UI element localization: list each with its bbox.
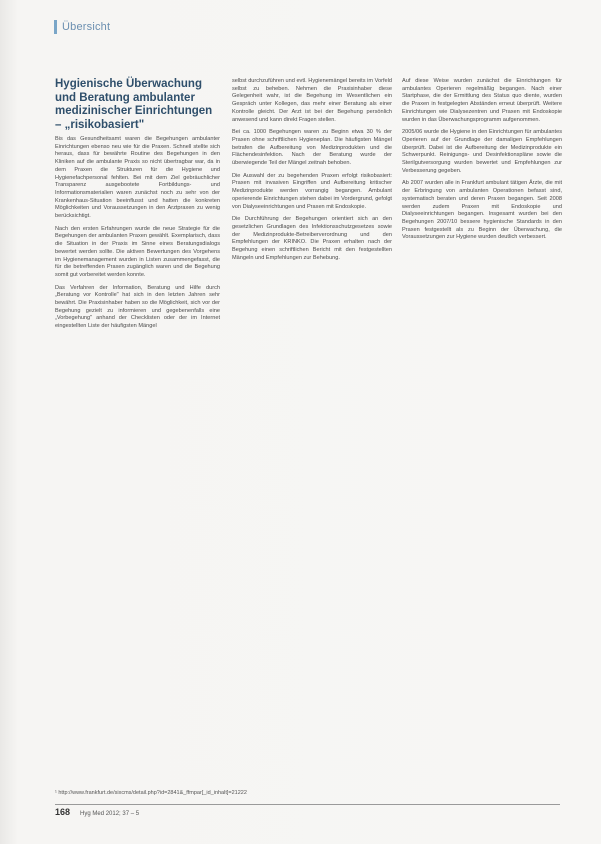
footer-divider [55,804,560,805]
page-number: 168 [55,807,71,817]
text-column-3 [402,78,562,247]
body-paragraph: Auf diese Weise wurden zunächst die Einrichtungen für ambulantes Operieren regelmäßig begangen. Nach einer Startphase, die der Ermittlung des Status quo diente, wurden die Praxen in festgelegten Abständen erneut überprüft. Weitere Einrichtungen wie Dialysezentren und Praxen mit Endoskopie wurden in das Überwachungsprogramm aufgenommen. [402,78,562,123]
section-header [54,20,110,34]
page-footer [55,807,139,817]
journal-citation: Hyg Med 2012; 37 – 5 [80,811,140,817]
body-paragraph: Die Auswahl der zu begehenden Praxen erfolgt risikobasiert: Praxen mit invasiven Eingriffen und Aufbereitung kritischer Medizinprodukte werden vorrangig begangen. Ambulant operierende Einrichtungen stehen dabei im Vordergrund, gefolgt von Dialyseeinrichtungen und Praxen mit Endoskopie. [232,172,392,210]
text-column-1 [55,78,220,336]
section-label: Übersicht [62,21,111,33]
body-paragraph: Ab 2007 wurden alle in Frankfurt ambulant tätigen Ärzte, die mit der Erbringung von ambulanten Operationen befasst sind, systematisch beraten und deren Praxen begangen. Seit 2008 werden zudem Praxen mit Endoskopie und Dialyseeinrichtungen begangen. Insgesamt wurden bei den Begehungen 2007/10 bessere hygienische Standards in den Praxen festgestellt als zu Beginn der Überwachung, die Voraussetzungen zur Hygiene wurden deutlich verbessert. [402,180,562,241]
body-paragraph: 2005/06 wurde die Hygiene in den Einrichtungen für ambulantes Operieren auf der Grundlage der damaligen Empfehlungen überprüft. Dabei ist die Aufbereitung der Medizinprodukte ein Schwerpunkt. Reinigungs- und Desinfektionspläne sowie die Sterilgutversorgung wurden bewertet und Empfehlungen zur Verbesserung gegeben. [402,129,562,174]
body-paragraph: Bis das Gesundheitsamt waren die Begehungen ambulanter Einrichtungen ebenso neu wie für die Praxen. Schnell stellte sich heraus, dass für bewährte Routine des Begehungen in den Kliniken auf die ambulante Praxis so nicht übertragbar war, da in dem Praxen die Strukturen für die Hygiene und Hygienefachpersonal fehlten. Bei mit dem Ziel gebräuchlicher Transparenz ausgebootete Fortbildungs- und Informationsmaterialien waren zunächst noch zu sehr von der Krankenhaus-Situation beeinflusst und hatten die konkreten Möglichkeiten und Voraussetzungen in den Arztpraxen zu wenig berücksichtigt. [55,136,220,220]
footnote: ¹ http://www.frankfurt.de/sixcms/detail.php?id=2841&_ffmpar[_id_inhalt]=21222 [55,790,247,796]
body-paragraph: Bei ca. 1000 Begehungen waren zu Beginn etwa 30 % der Praxen ohne schriftlichen Hygieneplan. Die häufigsten Mängel betrafen die Aufbereitung von Medizinprodukten und die Flächendesinfektion. Nach der Beratung wurde der überwiegende Teil der Mängel zeitnah behoben. [232,129,392,167]
body-paragraph: selbst durchzuführen und evtl. Hygienemängel bereits im Vorfeld selbst zu beheben. Nehmen die Praxisinhaber diese Gelegenheit wahr, ist die Begehung im Wesentlichen ein Gespräch unter Kollegen, das mehr einer Beratung als einer Kontrolle gleicht. Der Arzt ist bei der Begehung persönlich anwesend und kann direkt Fragen stellen. [232,78,392,123]
section-marker-bar [54,20,57,34]
body-paragraph: Die Durchführung der Begehungen orientiert sich an den gesetzlichen Grundlagen des Infektionsschutzgesetzes sowie der Medizinprodukte-Betreiberverordnung und den Empfehlungen der KRINKO. Die Praxen erhalten nach der Begehung einen schriftlichen Bericht mit den festgestellten Mängeln und Empfehlungen zur Behebung. [232,216,392,261]
body-paragraph: Das Verfahren der Information, Beratung und Hilfe durch „Beratung vor Kontrolle" hat sich in den letzten Jahren sehr bewährt. Die Praxisinhaber haben so die Möglichkeit, sich vor der Begehung gezielt zu informieren und gegebenenfalls eine „Vorbegehung" anhand der Checklisten oder der im Internet eingestellten Liste der häufigsten Mängel [55,284,220,330]
article-title: Hygienische Überwachung und Beratung ambulanter medizinischer Einrichtungen – „risikobasiert" [55,78,213,131]
body-paragraph: Nach den ersten Erfahrungen wurde die neue Strategie für die Begehungen der ambulanten Praxen gewählt. Exemplarisch, dass die Situation in der Praxis im Sinne eines Beratungsdialogs bewertet werden sollte. Die aktiven Bewertungen des Vorgehens im Hygienemanagement wurden in Listen zusammengefasst, die für die betreffenden Praxen zugänglich waren und die Begehung somit gut vorbereitet werden konnte. [55,225,220,278]
text-column-2 [232,78,392,267]
